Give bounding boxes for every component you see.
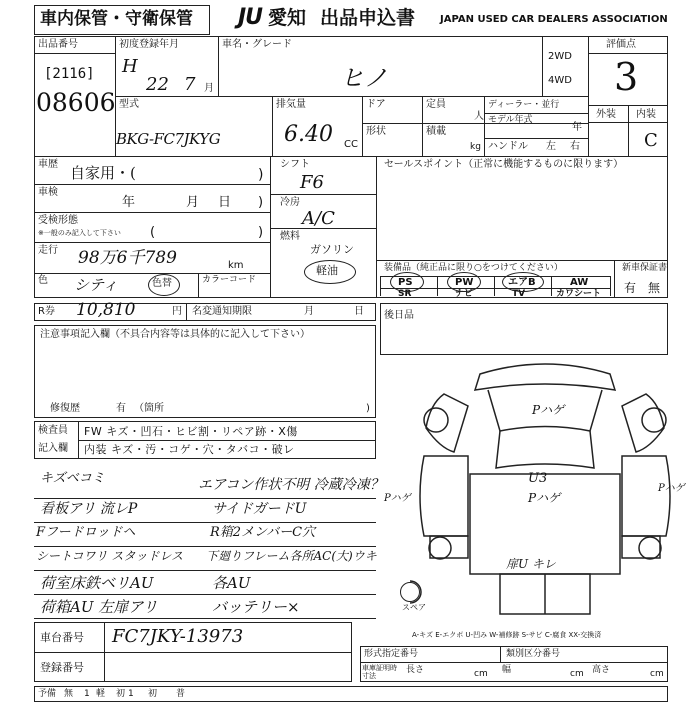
first-reg-year: 22 [146, 74, 169, 95]
lot-number: 08606 [36, 88, 116, 117]
footer-item-5: 初 [116, 689, 126, 699]
car-name-label: 車名・グレード [222, 39, 292, 50]
lot-label: 出品番号 [38, 39, 78, 50]
dimensions-label: 車庫証明時寸法 [362, 664, 397, 680]
equip-pw-circle [447, 272, 481, 292]
ac-label: 冷房 [280, 197, 300, 208]
dim-length-cm: cm [474, 669, 488, 679]
car-name-value: ヒノ [340, 64, 388, 92]
drive-2wd: 2WD [548, 51, 572, 62]
fuel-diesel: 軽油 [316, 264, 338, 277]
remark-left-5: 荷室床鉄ベリAU [40, 574, 154, 592]
equip-airbag-circle [502, 272, 544, 292]
displacement-unit: CC [344, 139, 358, 150]
diagram-mark-4: Pハゲ [384, 493, 411, 504]
shift-label: シフト [280, 159, 310, 170]
drive-4wd: 4WD [548, 75, 572, 86]
grade-label: 評価点 [606, 39, 636, 50]
inspector-label-1: 検査員 [38, 425, 68, 436]
handle-label: ハンドル [488, 141, 528, 152]
model-label: 型式 [119, 99, 139, 110]
footer-item-8: 普 [176, 689, 186, 699]
repair-close: ) [366, 403, 370, 414]
name-change-day: 日 [354, 306, 364, 317]
dim-width: 幅 [502, 665, 512, 675]
doors-label: ドア [366, 99, 386, 110]
dealer-label: ディーラー・並行 [488, 100, 560, 110]
mileage-unit: km [228, 260, 244, 271]
inspection-year: 年 [122, 195, 136, 210]
load-unit: kg [470, 142, 481, 152]
name-change-label: 名変通知期限 [192, 306, 252, 317]
color-change: 色替 [152, 278, 172, 289]
diagram-mark-2: U3 [528, 471, 548, 486]
dim-width-cm: cm [570, 669, 584, 679]
spare-circle [400, 582, 420, 602]
fuel-gasoline: ガソリン [310, 243, 354, 256]
equip-ps: PS [398, 277, 413, 288]
ju-logo: JU [238, 5, 263, 30]
remark-right-6: バッテリー× [212, 598, 300, 616]
remark-right-1: エアコン作状不明 冷蔵冷凍？ [198, 477, 384, 493]
remark-left-3: Fフードロッドヘ [36, 525, 136, 540]
diagram-mark-6: 扉U キレ [506, 557, 556, 571]
dim-height: 高さ [592, 665, 611, 675]
repair-label: 修復歴 [50, 403, 80, 414]
model-year-unit: 年 [572, 122, 582, 133]
ac-value: A/C [302, 208, 335, 229]
model-value: BKG-FC7JKYG [116, 130, 221, 148]
capacity-unit: 人 [474, 111, 484, 122]
equipment-label: 装備品（純正品に限り○をつけてください） [384, 263, 563, 273]
load-label: 積載 [426, 126, 446, 137]
form-title: 出品申込書 [320, 7, 416, 29]
color-code-label: カラーコード [202, 275, 257, 285]
recycle-value: 10,810 [76, 300, 136, 320]
inspection-month: 月 [186, 195, 200, 210]
recycle-label: R券 [38, 306, 55, 317]
displacement-value: 6.40 [284, 122, 333, 147]
spare-label: スペア [402, 603, 426, 612]
diagram-mark-1: Pハゲ [532, 403, 565, 417]
mileage-value: 98万6千789 [78, 248, 177, 268]
first-reg-label: 初度登録年月 [119, 39, 179, 50]
model-year-label: モデル年式 [488, 115, 533, 125]
exterior-label: 外装 [596, 109, 616, 120]
sales-points-label: セールスポイント（正常に機能するものに限ります） [384, 159, 624, 170]
reg-number-label: 登録番号 [40, 661, 84, 674]
chassis-label: 車台番号 [40, 631, 84, 644]
reception-label: 受検形態 [38, 215, 78, 226]
brand-name: 愛知 [268, 7, 307, 29]
form-spec-label: 形式指定番号 [364, 649, 419, 659]
dim-height-cm: cm [650, 669, 664, 679]
first-reg-month: 7 [184, 74, 196, 95]
diagram-mark-5: Pハゲ [658, 483, 685, 494]
warranty-label: 新車保証書 [622, 263, 668, 273]
equip-tv: TV [512, 289, 526, 299]
equip-aw: AW [570, 277, 589, 288]
handle-right: 右 [570, 141, 580, 152]
remark-left-2: 看板アリ 流レP [40, 501, 138, 517]
inspector-row-1: FW キズ・凹石・ヒビ割・リペア跡・X傷 [84, 425, 298, 438]
reception-close: ) [258, 225, 264, 240]
color-label: 色 [38, 275, 48, 286]
color-value: シティ [74, 276, 118, 294]
history-label: 車歴 [38, 159, 58, 170]
diagram-mark-3: Pハゲ [528, 491, 561, 505]
dim-length: 長さ [406, 665, 425, 675]
handle-left: 左 [546, 141, 556, 152]
inspector-row-2: 内装 キズ・汚・コゲ・穴・タバコ・破レ [84, 443, 295, 456]
first-reg-era: H [122, 56, 138, 77]
warranty-no: 無 [648, 281, 661, 295]
reception-open: ( [150, 225, 156, 240]
footer-item-4: 軽 [96, 689, 106, 699]
damage-legend: A-キズ E-エクボ U-凹み W-補修跡 S-サビ C-腐食 XX-交換済 [412, 631, 602, 639]
remark-right-2: サイドガードU [212, 501, 307, 517]
notes-label: 注意事項記入欄（不具合内容等は具体的に記入して下さい） [40, 329, 310, 340]
repair-yes: 有 [116, 403, 126, 414]
equip-sr: SR [398, 289, 412, 299]
footer-item-6: 1 [128, 689, 134, 699]
reception-note: ※一般のみ記入して下さい [38, 229, 121, 237]
remark-right-4: 下廻りフレーム各所AC(大)ウキ [206, 549, 377, 563]
inspector-label-2: 記入欄 [38, 443, 68, 454]
history-close: ) [258, 167, 264, 183]
inspection-close: ) [258, 195, 264, 210]
footer-item-1: 予備 [38, 689, 57, 699]
footer-item-7: 初 [148, 689, 158, 699]
class-number-label: 類別区分番号 [506, 649, 561, 659]
equip-leather: カワシート [556, 289, 602, 299]
shape-label: 形状 [366, 126, 386, 137]
interior-value: C [644, 130, 658, 151]
remark-right-5: 各AU [212, 574, 251, 592]
association-name: JAPAN USED CAR DEALERS ASSOCIATION [440, 14, 668, 25]
equip-pw: PW [455, 277, 474, 288]
later-items-label: 後日品 [384, 310, 414, 321]
equip-airbag: エアB [508, 277, 536, 288]
history-value: 自家用・( [70, 164, 136, 182]
chassis-value: FC7JKY-13973 [112, 626, 244, 647]
lot-code: [2116] [44, 66, 95, 82]
remark-left-6: 荷箱AU 左扉アリ [40, 598, 158, 616]
first-reg-month-unit: 月 [204, 83, 214, 94]
displacement-label: 排気量 [276, 99, 306, 110]
interior-label: 内装 [636, 109, 656, 120]
equip-ps-circle [390, 272, 424, 292]
footer-item-2: 無 [64, 689, 74, 699]
footer-item-3: 1 [84, 689, 90, 699]
repair-open: （箇所 [134, 403, 164, 414]
storage-notice: 車内保管・守衛保管 [40, 9, 193, 29]
remark-left-1: キズベコミ [40, 471, 105, 486]
inspection-day: 日 [218, 195, 232, 210]
fuel-label: 燃料 [280, 231, 300, 242]
warranty-yes: 有 [624, 281, 637, 295]
name-change-month: 月 [304, 306, 314, 317]
inspection-label: 車検 [38, 187, 58, 198]
grade-value: 3 [614, 55, 639, 99]
remark-right-3: R箱2メンバーC穴 [210, 525, 316, 540]
recycle-unit: 円 [172, 306, 182, 317]
mileage-label: 走行 [38, 245, 58, 256]
remark-left-4: シートコワリ スタッドレス [36, 549, 183, 563]
shift-value: F6 [300, 172, 324, 193]
equip-navi: ナビ [455, 289, 474, 299]
later-items-box [380, 303, 668, 355]
capacity-label: 定員 [426, 99, 446, 110]
